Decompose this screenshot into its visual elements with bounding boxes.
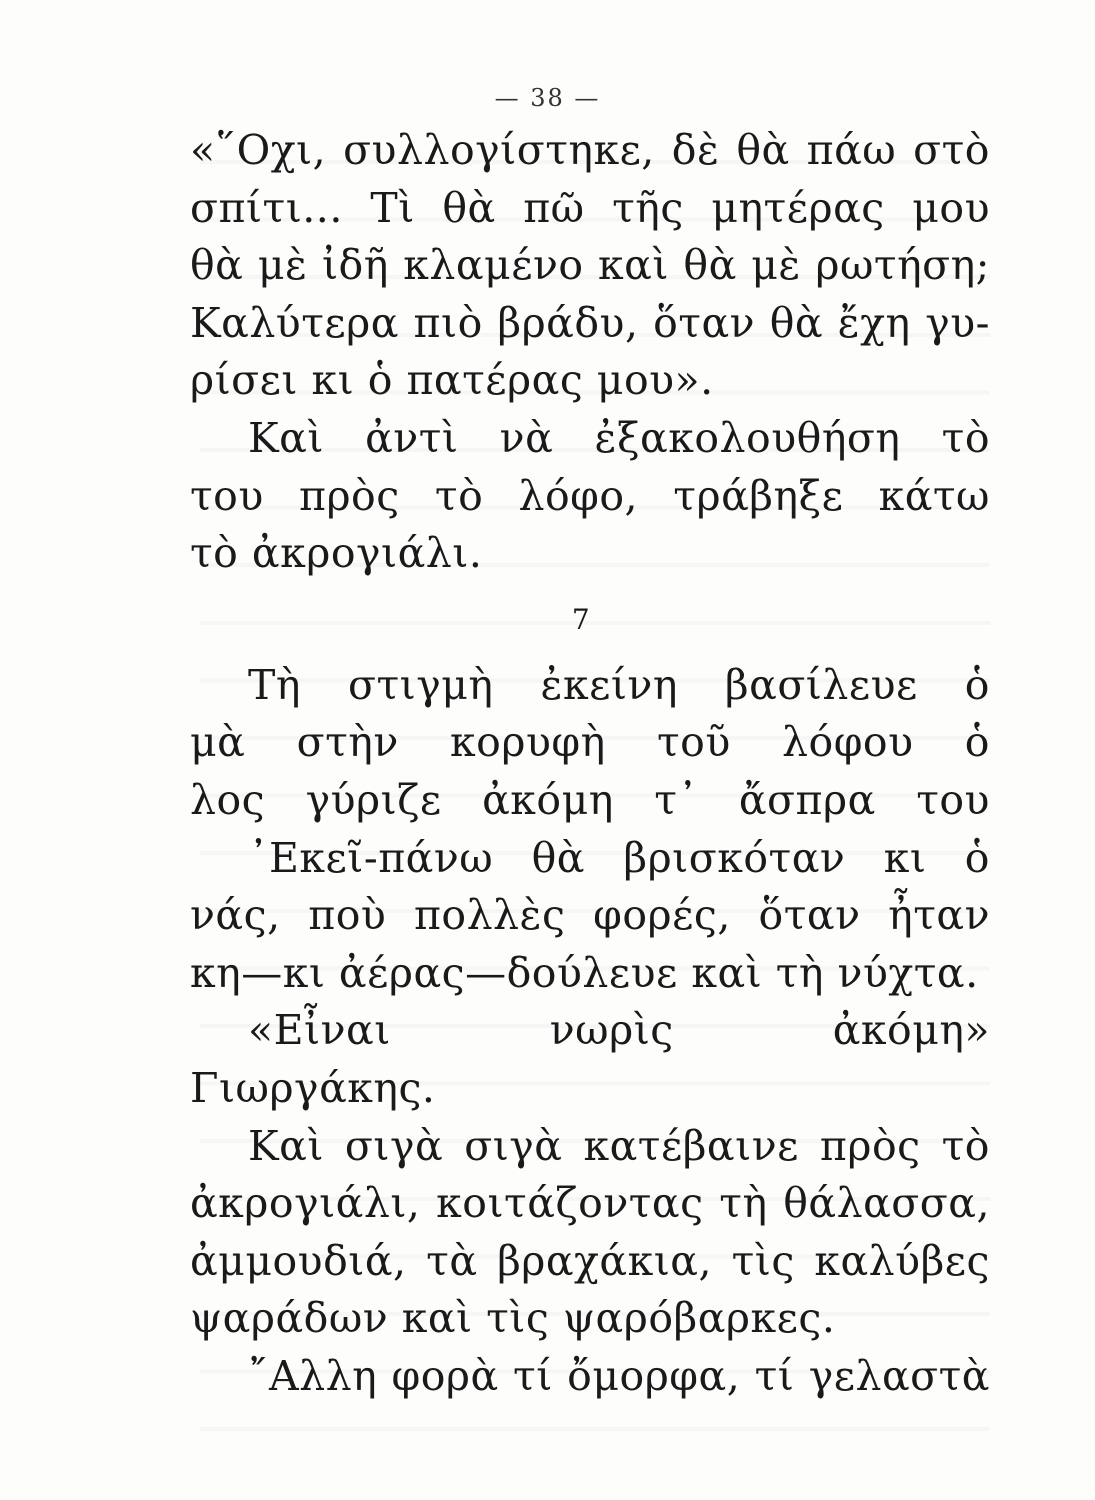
body-text xyxy=(190,122,990,1405)
text-line: ῎Αλλη φορὰ τί ὄμορφα, τί γελαστὰ xyxy=(248,1351,990,1400)
text-line: ᾽Εκεῖ-πάνω θὰ βρισκόταν κι ὁ xyxy=(248,833,990,882)
text-line: «Εἶναι νωρὶς ἀκόμη» xyxy=(248,1006,990,1055)
text-line: Γιωργάκης. xyxy=(190,1063,436,1112)
text-line: ψαράδων καὶ τὶς ψαρόβαρκες. xyxy=(190,1294,836,1343)
section-number: 7 xyxy=(571,602,591,636)
text-line: σπίτι... Τὶ θὰ πῶ τῆς μητέρας μου xyxy=(190,183,990,232)
text-line: λος γύριζε ἀκόμη τ᾽ ἄσπρα του xyxy=(190,775,990,824)
text-line: νάς, ποὺ πολλὲς φορές, ὅταν ἦταν xyxy=(190,891,990,940)
text-line: ρίσει κι ὁ πατέρας μου». xyxy=(190,356,714,405)
text-line: ἀμμουδιά, τὰ βραχάκια, τὶς καλύβες xyxy=(190,1236,990,1285)
text-line: θὰ μὲ ἰδῆ κλαμένο καὶ θὰ μὲ ρωτήση; xyxy=(190,241,990,290)
text-line: κη—κι ἀέρας—δούλευε καὶ τὴ νύχτα. xyxy=(190,948,979,997)
page-number: — 38 — xyxy=(494,84,601,112)
text-line: ἀκρογιάλι, κοιτάζοντας τὴ θάλασσα, xyxy=(190,1179,990,1228)
text-line: Καὶ ἀντὶ νὰ ἐξακολουθήση τὸ xyxy=(248,413,990,462)
text-line: Καλύτερα πιὸ βράδυ, ὅταν θὰ ἔχη γυ- xyxy=(190,298,990,347)
text-line: «῞Οχι, συλλογίστηκε, δὲ θὰ πάω στὸ xyxy=(190,126,990,174)
text-line: μὰ στὴν κορυφὴ τοῦ λόφου ὁ xyxy=(190,718,990,767)
text-line: τὸ ἀκρογιάλι. xyxy=(190,529,483,578)
text-line: Τὴ στιγμὴ ἐκείνη βασίλευε ὁ xyxy=(248,660,990,709)
text-line: Καὶ σιγὰ σιγὰ κατέβαινε πρὸς τὸ xyxy=(248,1121,990,1170)
text-line: του πρὸς τὸ λόφο, τράβηξε κάτω xyxy=(190,471,990,520)
